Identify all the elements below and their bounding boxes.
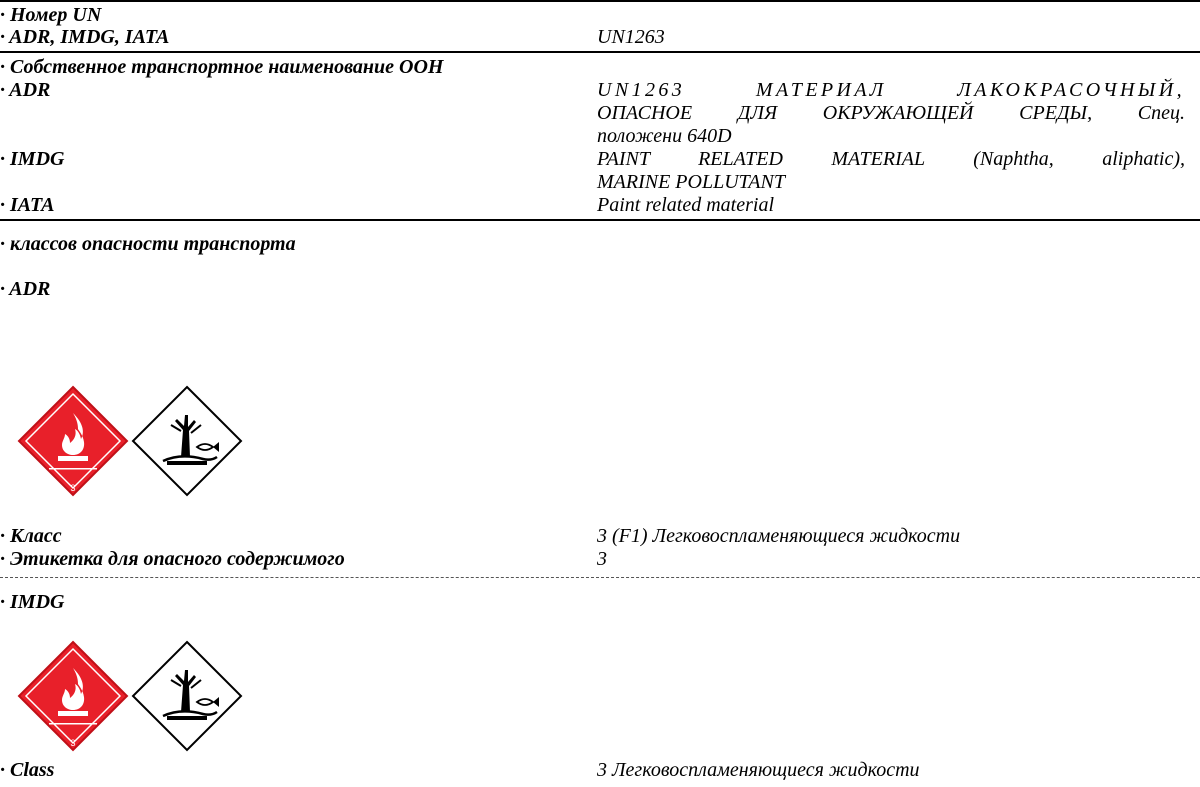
shipping-name-adr-line3: положени 640D xyxy=(597,125,732,147)
imdg-flammable-class-number: 3 xyxy=(70,738,76,748)
un-number-label: · ADR, IMDG, IATA xyxy=(0,26,170,48)
adr-hazard-label-value: 3 xyxy=(597,548,607,570)
adr-flammable-class-number: 3 xyxy=(70,483,76,493)
hazard-classes-imdg-label: · IMDG xyxy=(0,591,65,613)
imdg-flammable-pictogram xyxy=(17,640,129,752)
un-number-heading: · Номер UN xyxy=(0,4,102,26)
un-number-value: UN1263 xyxy=(597,26,665,48)
hazard-classes-adr-label: · ADR xyxy=(0,278,51,300)
shipping-name-adr-line1: UN1263 МАТЕРИАЛ ЛАКОКРАСОЧНЫЙ, xyxy=(597,79,1185,101)
shipping-name-adr-label: · ADR xyxy=(0,79,51,101)
shipping-name-imdg-line1: PAINT RELATED MATERIAL (Naphtha, aliphatic), xyxy=(597,148,1185,170)
shipping-name-iata-value: Paint related material xyxy=(597,194,775,216)
adr-environment-pictogram xyxy=(131,385,243,497)
shipping-name-imdg-label: · IMDG xyxy=(0,148,65,170)
adr-class-value: 3 (F1) Легковоспламеняющиеся жидкости xyxy=(597,525,961,547)
shipping-name-adr-line2: ОПАСНОЕ ДЛЯ ОКРУЖАЮЩЕЙ СРЕДЫ, Спец. xyxy=(597,102,1185,124)
imdg-class-label: · Class xyxy=(0,759,55,781)
section-rule xyxy=(0,219,1200,221)
shipping-name-iata-label: · IATA xyxy=(0,194,55,216)
adr-hazard-label-label: · Этикетка для опасного содержимого xyxy=(0,548,345,570)
top-rule xyxy=(0,0,1200,2)
shipping-name-imdg-line2: MARINE POLLUTANT xyxy=(597,171,785,193)
imdg-environment-pictogram xyxy=(131,640,243,752)
hazard-classes-heading: · классов опасности транспорта xyxy=(0,233,296,255)
adr-class-label: · Класс xyxy=(0,525,62,547)
section-rule xyxy=(0,51,1200,53)
imdg-class-value: 3 Легковоспламеняющиеся жидкости xyxy=(597,759,920,781)
shipping-name-heading: · Собственное транспортное наименование ООН xyxy=(0,56,444,78)
adr-flammable-pictogram xyxy=(17,385,129,497)
dashed-divider xyxy=(0,577,1200,578)
